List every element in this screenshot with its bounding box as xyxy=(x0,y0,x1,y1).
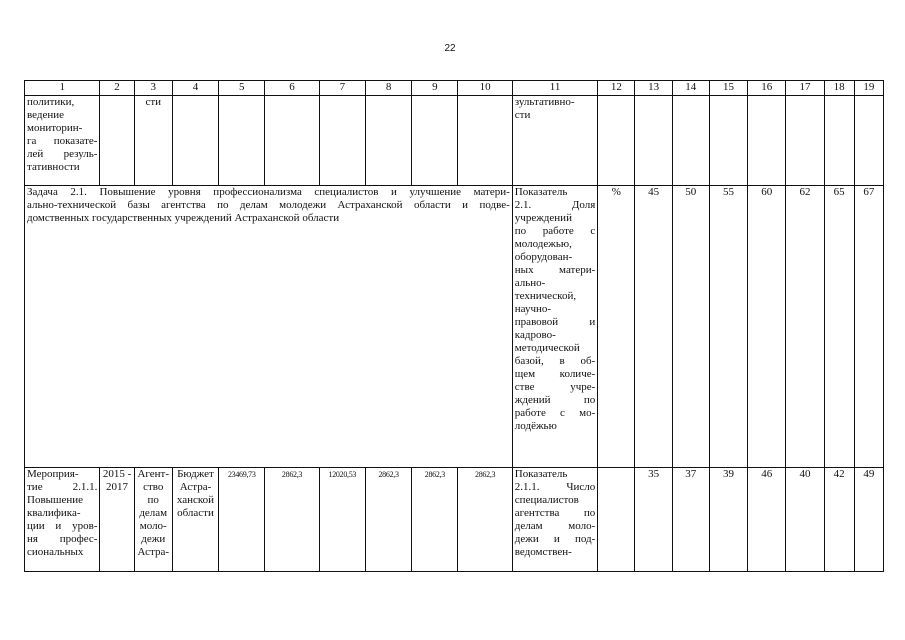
text-line: научно- xyxy=(514,303,552,315)
measure-value-cell: 46 xyxy=(748,468,786,572)
table-cell xyxy=(598,468,635,572)
text-line: дежи xyxy=(141,533,166,545)
text-line: правовой и xyxy=(514,316,596,328)
text-line: домственных государственных учреждений Астраханской области xyxy=(27,212,340,224)
text-line: 2.1.1. Число xyxy=(514,481,596,493)
text-line: Задача 2.1. Повышение уровня профессионализма специалистов и улучшение матери- xyxy=(27,186,510,198)
measure-value-cell: 49 xyxy=(854,468,883,572)
task-value-cell: 65 xyxy=(824,186,854,468)
col-header-18: 18 xyxy=(824,81,854,96)
col-header-13: 13 xyxy=(635,81,672,96)
col-header-5: 5 xyxy=(219,81,265,96)
task-unit-cell: % xyxy=(598,186,635,468)
col-header-4: 4 xyxy=(172,81,218,96)
task-indicator-cell xyxy=(512,186,597,468)
continuation-description-cell xyxy=(25,96,100,186)
text-line: учреждений xyxy=(514,212,572,224)
task-row xyxy=(25,186,884,468)
text-line: Повышение xyxy=(27,494,84,506)
measure-amount-cell: 2862,3 xyxy=(458,468,512,572)
text-line: Мероприя- xyxy=(27,468,79,480)
measure-value-cell: 37 xyxy=(672,468,709,572)
measure-row xyxy=(25,468,884,572)
text-line: Астра- xyxy=(137,546,169,558)
table-cell xyxy=(100,96,134,186)
measure-executor-cell xyxy=(134,468,172,572)
measure-period-cell xyxy=(100,468,134,572)
program-table xyxy=(24,80,884,572)
text-line: мониторин- xyxy=(27,122,83,134)
col-header-7: 7 xyxy=(319,81,365,96)
text-line: лей резуль- xyxy=(27,148,98,160)
col-header-3: 3 xyxy=(134,81,172,96)
text-line: ции и уров- xyxy=(27,520,98,532)
text-line: делам xyxy=(139,507,168,519)
text-line: ждений по xyxy=(514,394,596,406)
task-value-cell: 50 xyxy=(672,186,709,468)
table-cell xyxy=(672,96,709,186)
text-line: ведомствен- xyxy=(514,546,572,558)
text-line: сти xyxy=(145,96,162,108)
task-value-cell: 60 xyxy=(748,186,786,468)
col-header-19: 19 xyxy=(854,81,883,96)
text-line: ство xyxy=(143,481,164,493)
table-cell xyxy=(786,96,824,186)
text-line: Показатель xyxy=(514,468,568,480)
text-line: работе с мо- xyxy=(514,407,596,419)
continuation-row xyxy=(25,96,884,186)
text-line: ня профес- xyxy=(27,533,98,545)
measure-value-cell: 35 xyxy=(635,468,672,572)
measure-description-cell xyxy=(25,468,100,572)
measure-amount-cell: 2862,3 xyxy=(365,468,411,572)
col-header-16: 16 xyxy=(748,81,786,96)
text-line: Показатель xyxy=(514,186,568,198)
col-header-2: 2 xyxy=(100,81,134,96)
table-cell xyxy=(365,96,411,186)
text-line: ведение xyxy=(27,109,65,121)
header-row xyxy=(25,81,884,96)
text-line: дежи и под- xyxy=(514,533,596,545)
table-cell xyxy=(319,96,365,186)
text-line: молодежью, xyxy=(514,238,572,250)
text-line: базой, в об- xyxy=(514,355,596,367)
task-value-cell: 62 xyxy=(786,186,824,468)
text-line: ально- xyxy=(514,277,546,289)
text-line: тативности xyxy=(27,161,80,173)
table-cell xyxy=(172,96,218,186)
measure-value-cell: 42 xyxy=(824,468,854,572)
continuation-indicator-cell xyxy=(512,96,597,186)
continuation-executor-cell xyxy=(134,96,172,186)
text-line: моло- xyxy=(139,520,167,532)
col-header-11: 11 xyxy=(512,81,597,96)
measure-indicator-cell xyxy=(512,468,597,572)
table-cell xyxy=(265,96,319,186)
text-line: агентства по xyxy=(514,507,596,519)
text-line: щем количе- xyxy=(514,368,596,380)
task-value-cell: 45 xyxy=(635,186,672,468)
col-header-10: 10 xyxy=(458,81,512,96)
measure-value-cell: 39 xyxy=(709,468,747,572)
text-line: политики, xyxy=(27,96,75,108)
measure-amount-cell: 12020,53 xyxy=(319,468,365,572)
table-cell xyxy=(854,96,883,186)
col-header-12: 12 xyxy=(598,81,635,96)
table-cell xyxy=(412,96,458,186)
col-header-17: 17 xyxy=(786,81,824,96)
measure-source-cell xyxy=(172,468,218,572)
text-line: Агент- xyxy=(137,468,170,480)
col-header-14: 14 xyxy=(672,81,709,96)
col-header-9: 9 xyxy=(412,81,458,96)
text-line: квалифика- xyxy=(27,507,81,519)
task-value-cell: 67 xyxy=(854,186,883,468)
measure-amount-total: 23469,73 xyxy=(219,468,265,572)
task-value-cell: 55 xyxy=(709,186,747,468)
text-line: ханской xyxy=(176,494,215,506)
measure-amount-cell: 2862,3 xyxy=(265,468,319,572)
table-cell xyxy=(458,96,512,186)
text-line: области xyxy=(177,507,214,519)
text-line: лодёжью xyxy=(514,420,557,432)
text-line: сиональных xyxy=(27,546,84,558)
text-line: технической, xyxy=(514,290,577,302)
text-line: тие 2.1.1. xyxy=(27,481,98,493)
text-line: оборудован- xyxy=(514,251,573,263)
text-line: зультативно- xyxy=(514,96,575,108)
text-line: делам моло- xyxy=(514,520,596,532)
text-line: Астра- xyxy=(179,481,212,493)
table-cell xyxy=(219,96,265,186)
text-line: по xyxy=(147,494,159,506)
table-cell xyxy=(709,96,747,186)
page-number: 22 xyxy=(444,43,456,54)
measure-amount-cell: 2862,3 xyxy=(412,468,458,572)
text-line: ных матери- xyxy=(514,264,596,276)
text-line: сти xyxy=(514,109,531,121)
text-line: 2015 - xyxy=(102,468,132,480)
col-header-1: 1 xyxy=(25,81,100,96)
text-line: ально-технической базы агентства по делам молодежи Астраханской области и подве- xyxy=(27,199,510,211)
text-line: по работе с xyxy=(514,225,596,237)
text-line: специалистов xyxy=(514,494,579,506)
text-line: кадрово- xyxy=(514,329,556,341)
table-cell xyxy=(635,96,672,186)
text-line: стве учре- xyxy=(514,381,596,393)
text-line: га показате- xyxy=(27,135,98,147)
table-cell xyxy=(748,96,786,186)
text-line: 2017 xyxy=(106,481,129,493)
measure-value-cell: 40 xyxy=(786,468,824,572)
col-header-8: 8 xyxy=(365,81,411,96)
task-title-cell xyxy=(25,186,513,468)
text-line: Бюджет xyxy=(177,468,214,480)
col-header-15: 15 xyxy=(709,81,747,96)
text-line: методической xyxy=(514,342,580,354)
text-line: 2.1. Доля xyxy=(514,199,596,211)
col-header-6: 6 xyxy=(265,81,319,96)
table-cell xyxy=(598,96,635,186)
table-cell xyxy=(824,96,854,186)
